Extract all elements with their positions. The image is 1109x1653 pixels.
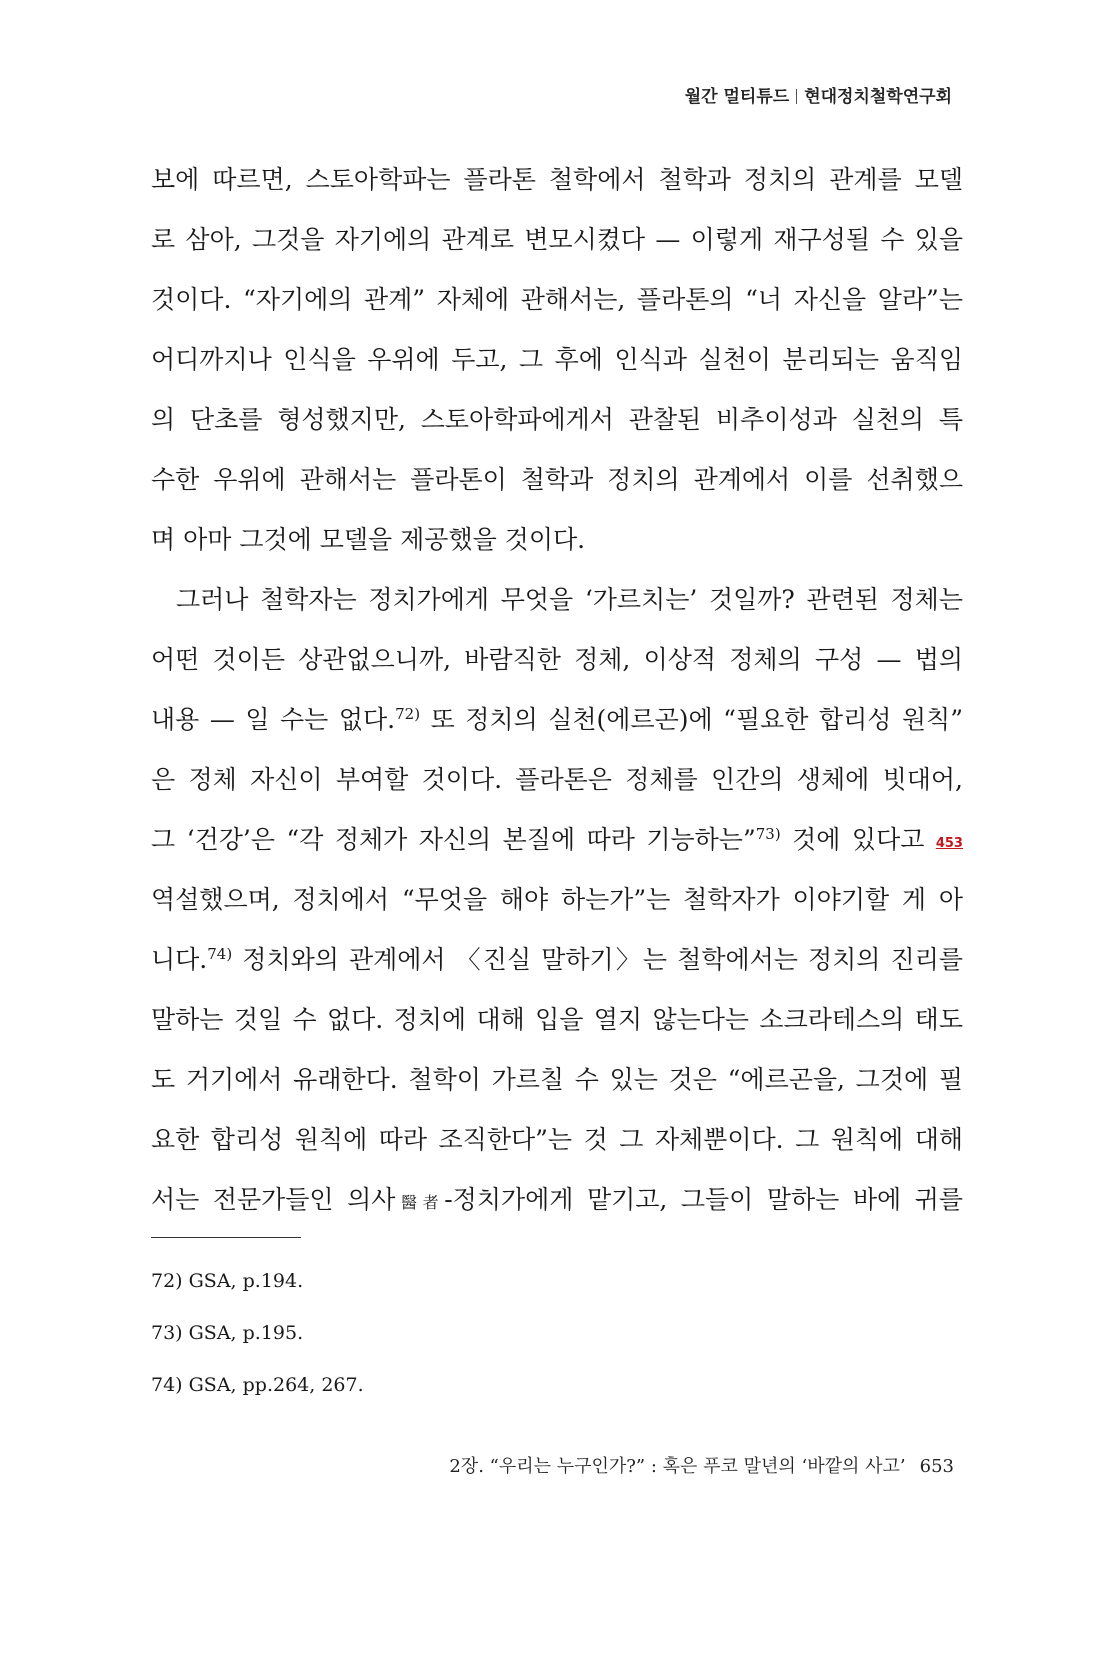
group-title: 현대정치철학연구회 xyxy=(804,87,952,107)
text-segment: 것에 있다고 xyxy=(780,825,925,854)
body-text xyxy=(151,150,963,1230)
text-segment: 그 ‘건강’은 “각 정체가 자신의 본질에 따라 기능하는” xyxy=(151,825,756,854)
page-number: 653 xyxy=(919,1456,954,1477)
footnote-73: 73) GSA, p.195. xyxy=(151,1322,304,1344)
page-footer xyxy=(449,1452,954,1478)
journal-title: 월간 멀티튜드 xyxy=(684,87,790,107)
text-line xyxy=(151,930,963,990)
text-line xyxy=(151,1170,963,1230)
header-separator xyxy=(796,89,797,104)
text-line: 어떤 것이든 상관없으니까, 바람직한 정체, 이상적 정체의 구성 — 법의 xyxy=(151,645,963,674)
original-page-marker: 453 xyxy=(935,836,963,851)
text-line xyxy=(151,810,963,870)
footnote-ref-73[interactable]: 73) xyxy=(755,825,781,843)
text-line: 말하는 것일 수 없다. 정치에 대해 입을 열지 않는다는 소크라테스의 태도 xyxy=(151,1005,963,1034)
text-segment: 서는 전문가들인 의사 xyxy=(151,1185,396,1214)
cjk-gloss: 醫者 xyxy=(395,1193,445,1212)
footnotes xyxy=(151,1268,364,1424)
running-chapter-title: 2장. “우리는 누구인가?” : 혹은 푸코 말년의 ‘바깥의 사고’ xyxy=(449,1456,906,1477)
footnote-72: 72) GSA, p.194. xyxy=(151,1270,304,1292)
text-line: 요한 합리성 원칙에 따라 조직한다”는 것 그 자체뿐이다. 그 원칙에 대해 xyxy=(151,1125,963,1154)
text-line: 은 정체 자신이 부여할 것이다. 플라톤은 정체를 인간의 생체에 빗대어, xyxy=(151,765,963,794)
text-line: 것이다. “자기에의 관계” 자체에 관해서는, 플라톤의 “너 자신을 알라”는 xyxy=(151,285,963,314)
text-line xyxy=(151,690,963,750)
text-segment: 또 정치의 실천(에르곤)에 “필요한 합리성 원칙” xyxy=(420,705,963,734)
text-segment: 정치와의 관계에서 〈진실 말하기〉는 철학에서는 정치의 진리를 xyxy=(232,945,963,974)
text-line: 의 단초를 형성했지만, 스토아학파에게서 관찰된 비추이성과 실천의 특 xyxy=(151,405,963,434)
text-line: 수한 우위에 관해서는 플라톤이 철학과 정치의 관계에서 이를 선취했으 xyxy=(151,465,963,494)
text-line: 어디까지나 인식을 우위에 두고, 그 후에 인식과 실천이 분리되는 움직임 xyxy=(151,345,963,374)
footnote-ref-74[interactable]: 74) xyxy=(207,945,233,963)
footnote-ref-72[interactable]: 72) xyxy=(395,705,421,723)
text-line: 그러나 철학자는 정치가에게 무엇을 ‘가르치는’ 것일까? 관련된 정체는 xyxy=(176,585,963,614)
text-segment: -정치가에게 맡기고, 그들이 말하는 바에 귀를 xyxy=(444,1185,963,1214)
running-header xyxy=(685,82,952,107)
text-segment: 니다. xyxy=(151,945,208,974)
footnote-divider xyxy=(151,1237,301,1238)
text-line: 로 삼아, 그것을 자기에의 관계로 변모시켰다 — 이렇게 재구성될 수 있을 xyxy=(151,225,963,254)
text-line: 도 거기에서 유래한다. 철학이 가르칠 수 있는 것은 “에르곤을, 그것에 필 xyxy=(151,1065,963,1094)
footnote-74: 74) GSA, pp.264, 267. xyxy=(151,1374,364,1396)
text-line: 역설했으며, 정치에서 “무엇을 해야 하는가”는 철학자가 이야기할 게 아 xyxy=(151,885,963,914)
text-line: 며 아마 그것에 모델을 제공했을 것이다. xyxy=(151,525,586,554)
text-segment: 내용 — 일 수는 없다. xyxy=(151,705,396,734)
text-line: 보에 따르면, 스토아학파는 플라톤 철학에서 철학과 정치의 관계를 모델 xyxy=(151,165,963,194)
